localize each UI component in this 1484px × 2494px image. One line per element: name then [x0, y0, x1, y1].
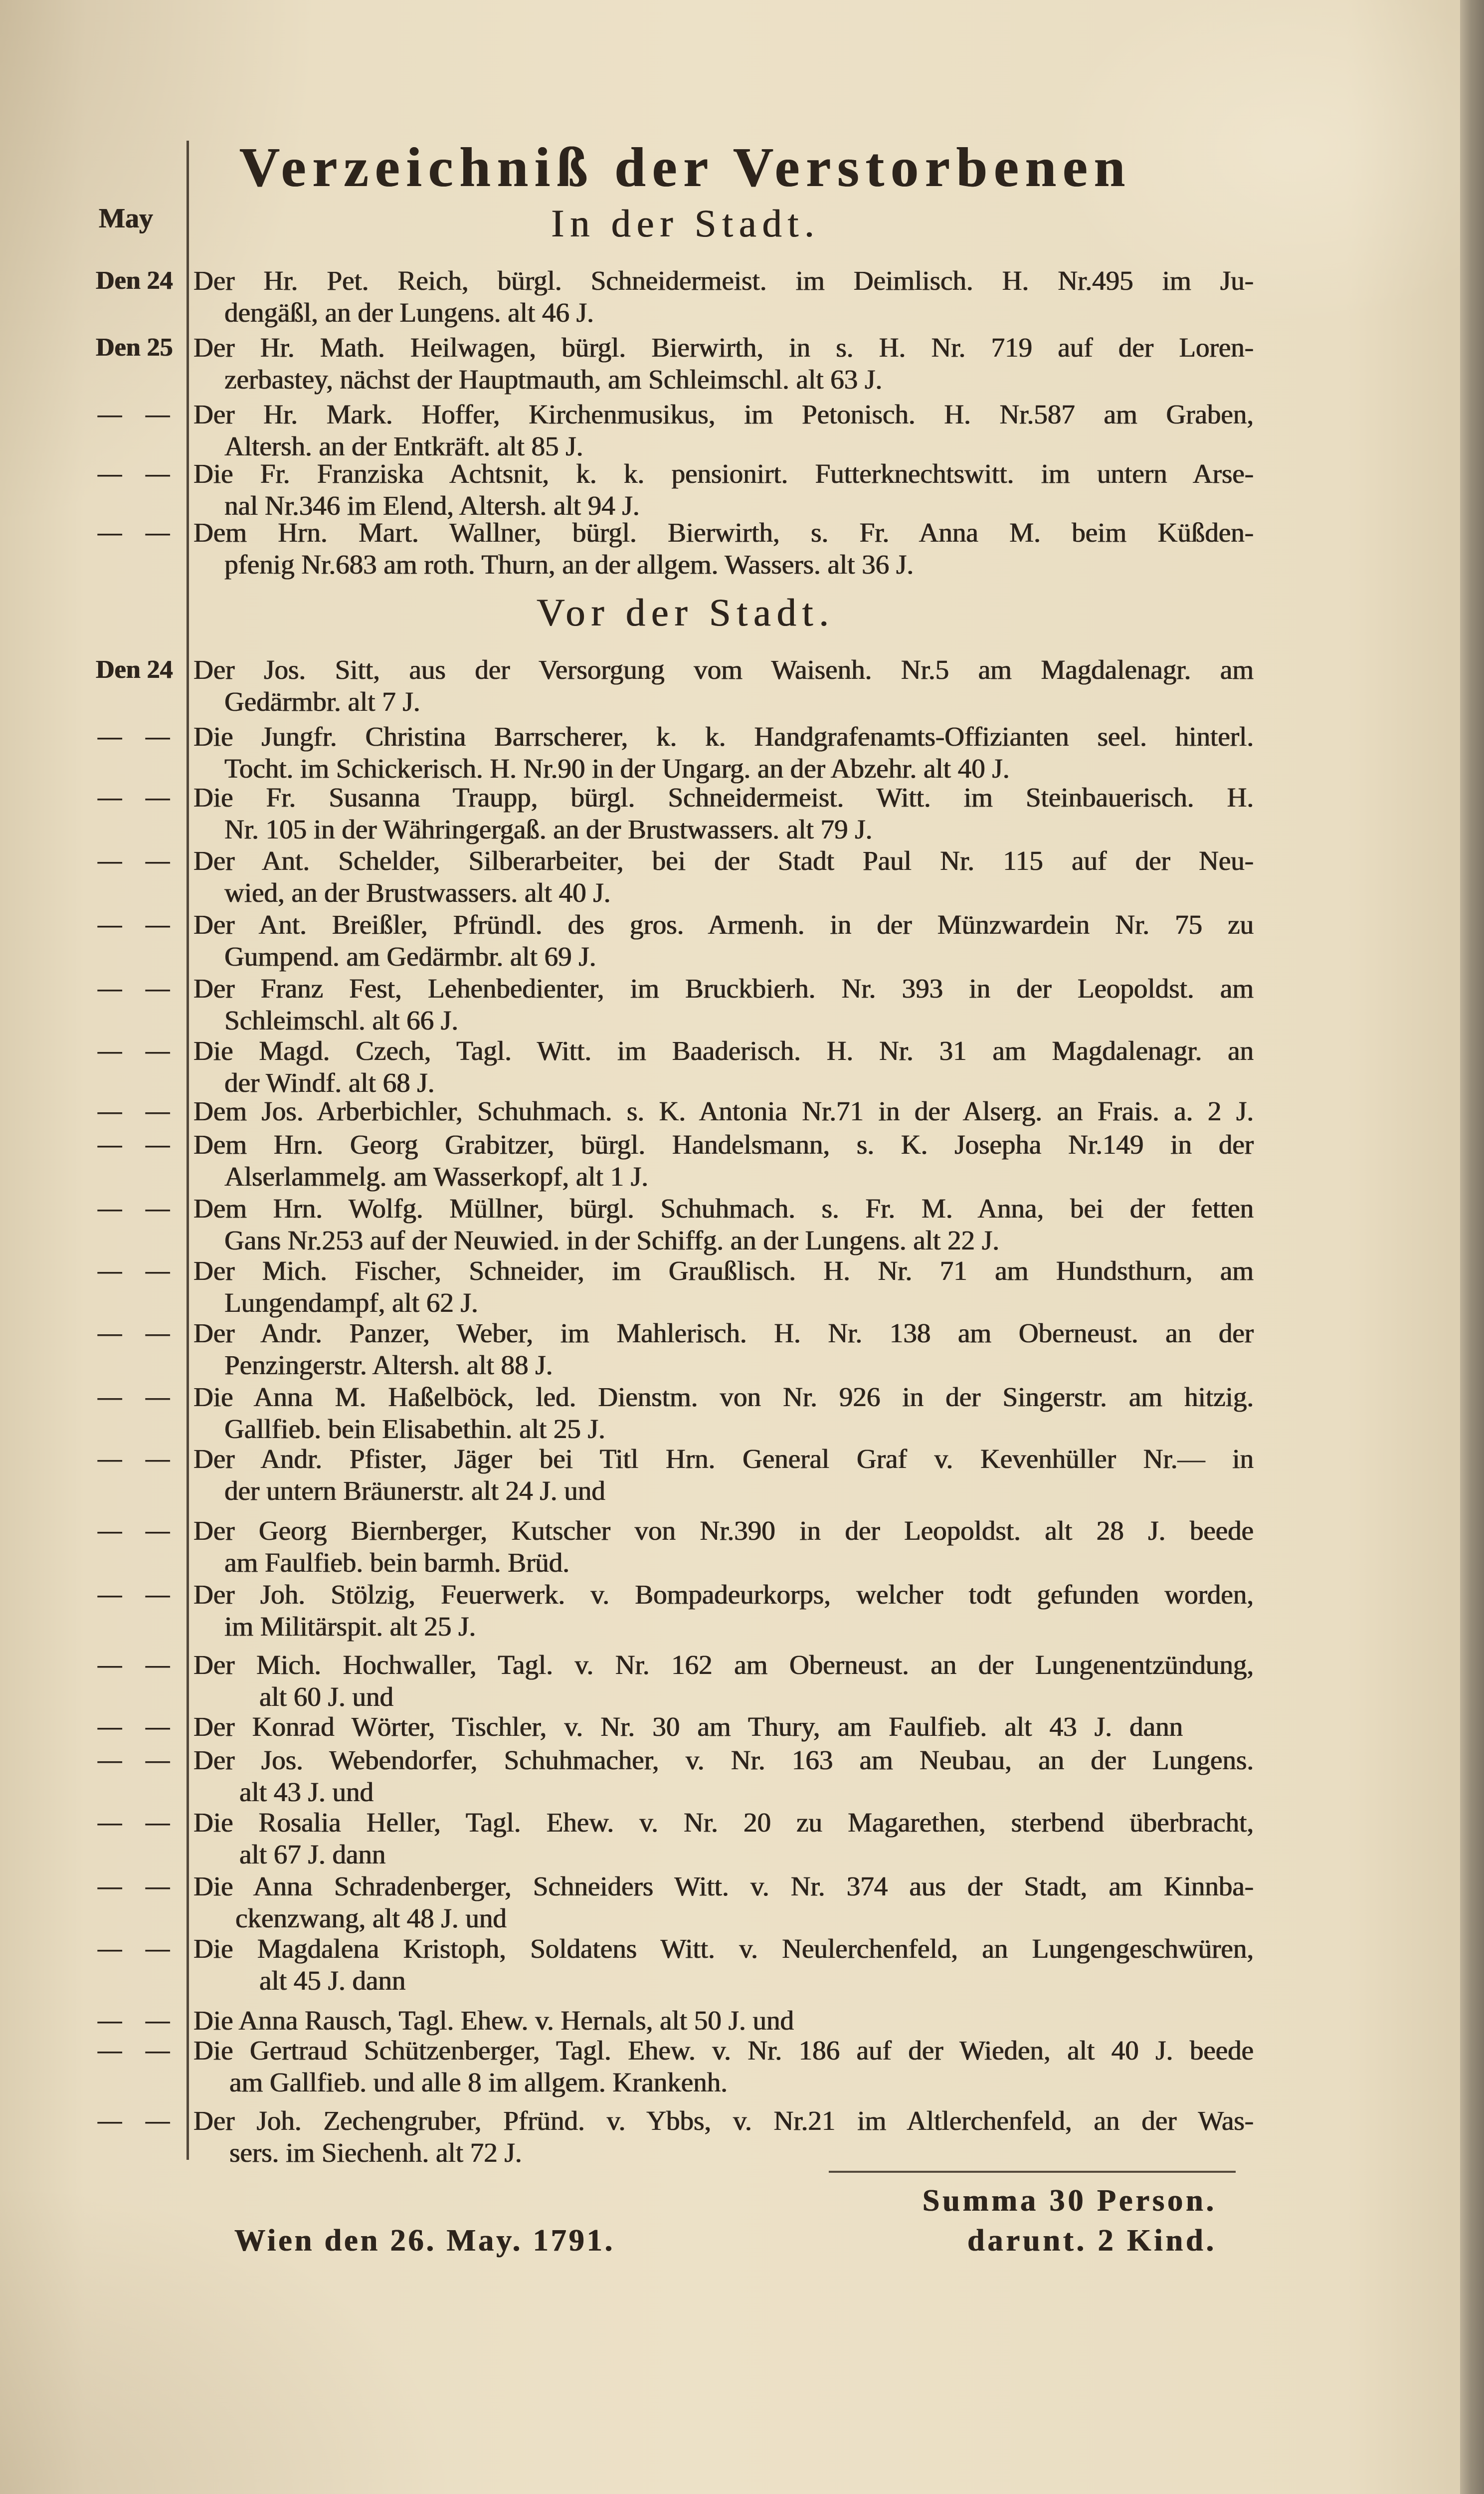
entry-line: Der Joh. Stölzig, Feuerwerk. v. Bompadeurkorps, welcher todt gefunden worden,	[193, 1579, 1254, 1610]
death-entry	[0, 845, 1277, 910]
entry-date-ditto: — —	[98, 1446, 170, 1472]
entry-date-ditto: — —	[98, 2037, 170, 2064]
death-entry	[0, 1515, 1277, 1580]
entry-line: Nr. 105 in der Währingergaß. an der Brustwassers. alt 79 J.	[224, 814, 873, 844]
children-count: darunt. 2 Kind.	[967, 2224, 1217, 2258]
entry-line: der Windf. alt 68 J.	[224, 1067, 435, 1098]
entry-line: alt 60 J. und	[259, 1681, 393, 1712]
death-entry	[0, 1318, 1277, 1383]
entry-line: Die Anna Schradenberger, Schneiders Witt. v. Nr. 374 aus der Stadt, am Kinnba-	[193, 1871, 1254, 1901]
entry-line: Dem Jos. Arberbichler, Schuhmach. s. K. Antonia Nr.71 in der Alserg. an Frais. a. 2 J.	[193, 1096, 1254, 1126]
death-entry	[0, 1579, 1277, 1644]
place-date: Wien den 26. May. 1791.	[234, 2224, 615, 2258]
death-entry	[0, 265, 1277, 330]
death-entry	[0, 517, 1277, 582]
entry-date-ditto: — —	[98, 1131, 170, 1158]
month-label: May	[99, 203, 153, 234]
entry-line: Der Hr. Math. Heilwagen, bürgl. Bierwirth, in s. H. Nr. 719 auf der Loren-	[193, 332, 1254, 363]
entry-line: Der Joh. Zechengruber, Pfründ. v. Ybbs, v. Nr.21 im Altlerchenfeld, an der Was-	[193, 2105, 1254, 2136]
entry-date-ditto: — —	[98, 2007, 170, 2034]
entry-line: Der Konrad Wörter, Tischler, v. Nr. 30 am Thury, am Faulfieb. alt 43 J. dann	[193, 1711, 1183, 1742]
entry-date: Den 25	[96, 333, 173, 362]
entry-line: der untern Bräunerstr. alt 24 J. und	[224, 1475, 605, 1506]
death-entry	[0, 1255, 1277, 1320]
entry-line: Lungendampf, alt 62 J.	[224, 1287, 478, 1318]
entry-date-ditto: — —	[98, 975, 170, 1002]
death-entry	[0, 2105, 1277, 2170]
page-edge	[1460, 0, 1484, 2494]
entry-line: Gans Nr.253 auf der Neuwied. in der Schiffg. an der Lungens. alt 22 J.	[224, 1225, 999, 1255]
death-entry	[0, 1036, 1277, 1100]
entry-line: Schleimschl. alt 66 J.	[224, 1005, 458, 1036]
entry-line: dengäßl, an der Lungens. alt 46 J.	[224, 297, 594, 328]
death-entry	[0, 1193, 1277, 1258]
entry-line: Tocht. im Schickerisch. H. Nr.90 in der Ungarg. an der Abzehr. alt 40 J.	[224, 753, 1010, 784]
entry-line: Die Jungfr. Christina Barrscherer, k. k. Handgrafenamts-Offizianten seel. hinterl.	[193, 721, 1254, 752]
entry-line: Gallfieb. bein Elisabethin. alt 25 J.	[224, 1414, 605, 1444]
death-entry	[0, 721, 1277, 786]
entry-line: am Faulfieb. bein barmh. Brüd.	[224, 1547, 569, 1578]
death-entry	[0, 2035, 1277, 2100]
entry-date-ditto: — —	[98, 1873, 170, 1899]
entry-line: alt 45 J. dann	[259, 1965, 406, 1996]
entry-date-ditto: — —	[98, 1652, 170, 1678]
entry-line: Gumpend. am Gedärmbr. alt 69 J.	[224, 941, 596, 972]
entry-date-ditto: — —	[98, 1320, 170, 1346]
death-entry	[0, 973, 1277, 1038]
entry-line: zerbastey, nächst der Hauptmauth, am Schleimschl. alt 63 J.	[224, 364, 883, 395]
entry-line: Die Fr. Franziska Achtsnit, k. k. pensionirt. Futterknechtswitt. im untern Arse-	[193, 458, 1254, 489]
entry-line: pfenig Nr.683 am roth. Thurn, an der allgem. Wassers. alt 36 J.	[224, 549, 914, 580]
entry-line: am Gallfieb. und alle 8 im allgem. Krankenh.	[229, 2067, 728, 2097]
entry-date-ditto: — —	[98, 1747, 170, 1773]
entry-line: Der Franz Fest, Lehenbedienter, im Bruckbierh. Nr. 393 in der Leopoldst. am	[193, 973, 1254, 1004]
section-heading-city: In der Stadt.	[551, 202, 820, 245]
entry-line: alt 67 J. dann	[239, 1839, 386, 1870]
entry-date-ditto: — —	[98, 1038, 170, 1064]
entry-date-ditto: — —	[98, 1098, 170, 1124]
entry-line: Die Magdalena Kristoph, Soldatens Witt. v. Neulerchenfeld, an Lungengeschwüren,	[193, 1933, 1254, 1964]
death-entry	[0, 1871, 1277, 1936]
entry-date-ditto: — —	[98, 1581, 170, 1608]
death-entry	[0, 458, 1277, 523]
entry-line: im Militärspit. alt 25 J.	[224, 1611, 476, 1642]
entry-line: Dem Hrn. Wolfg. Müllner, bürgl. Schuhmach. s. Fr. M. Anna, bei der fetten	[193, 1193, 1254, 1224]
entry-line: wied, an der Brustwassers. alt 40 J.	[224, 877, 611, 908]
entry-date-ditto: — —	[98, 2107, 170, 2134]
entry-date: Den 24	[96, 655, 173, 684]
death-entry	[0, 399, 1277, 464]
entry-date-ditto: — —	[98, 911, 170, 938]
death-entry	[0, 1444, 1277, 1508]
entry-line: Die Fr. Susanna Traupp, bürgl. Schneidermeist. Witt. im Steinbauerisch. H.	[193, 782, 1254, 813]
summary-rule	[829, 2171, 1236, 2173]
entry-date-ditto: — —	[98, 723, 170, 750]
entry-line: Der Mich. Hochwaller, Tagl. v. Nr. 162 am Oberneust. an der Lungenentzündung,	[193, 1650, 1254, 1680]
death-entry	[0, 1933, 1277, 1998]
death-entry	[0, 1382, 1277, 1447]
entry-line: Der Hr. Mark. Hoffer, Kirchenmusikus, im Petonisch. H. Nr.587 am Graben,	[193, 399, 1254, 429]
entry-line: Die Anna M. Haßelböck, led. Dienstm. von Nr. 926 in der Singerstr. am hitzig.	[193, 1382, 1254, 1412]
entry-line: Der Ant. Schelder, Silberarbeiter, bei der Stadt Paul Nr. 115 auf der Neu-	[193, 845, 1254, 876]
entry-line: alt 43 J. und	[239, 1777, 373, 1807]
total-count: Summa 30 Person.	[922, 2184, 1217, 2218]
entry-line: nal Nr.346 im Elend, Altersh. alt 94 J.	[224, 490, 640, 521]
entry-line: Der Ant. Breißler, Pfründl. des gros. Armenh. in der Münzwardein Nr. 75 zu	[193, 909, 1254, 940]
entry-date-ditto: — —	[98, 784, 170, 811]
entry-date-ditto: — —	[98, 1195, 170, 1222]
entry-line: Dem Hrn. Mart. Wallner, bürgl. Bierwirth, s. Fr. Anna M. beim Küßden-	[193, 517, 1254, 548]
entry-line: ckenzwang, alt 48 J. und	[235, 1903, 507, 1933]
entry-date-ditto: — —	[98, 1809, 170, 1836]
entry-line: Die Rosalia Heller, Tagl. Ehew. v. Nr. 20 zu Magarethen, sterbend überbracht,	[193, 1807, 1254, 1838]
entry-line: Der Andr. Panzer, Weber, im Mahlerisch. H. Nr. 138 am Oberneust. an der	[193, 1318, 1254, 1348]
entry-date-ditto: — —	[98, 1517, 170, 1544]
entry-line: Der Mich. Fischer, Schneider, im Graußlisch. H. Nr. 71 am Hundsthurn, am	[193, 1255, 1254, 1286]
entry-line: Penzingerstr. Altersh. alt 88 J.	[224, 1350, 553, 1380]
entry-date-ditto: — —	[98, 847, 170, 874]
entry-line: sers. im Siechenh. alt 72 J.	[229, 2137, 522, 2168]
entry-line: Der Georg Biernberger, Kutscher von Nr.390 in der Leopoldst. alt 28 J. beede	[193, 1515, 1254, 1546]
entry-line: Die Gertraud Schützenberger, Tagl. Ehew. v. Nr. 186 auf der Wieden, alt 40 J. beede	[193, 2035, 1254, 2066]
page-title: Verzeichniß der Verstorbenen	[239, 137, 1131, 199]
entry-date-ditto: — —	[98, 519, 170, 546]
entry-date-ditto: — —	[98, 1384, 170, 1410]
entry-date-ditto: — —	[98, 1935, 170, 1962]
entry-line: Gedärmbr. alt 7 J.	[224, 686, 420, 717]
death-entry	[0, 1745, 1277, 1810]
entry-line: Die Magd. Czech, Tagl. Witt. im Baaderisch. H. Nr. 31 am Magdalenagr. an	[193, 1036, 1254, 1066]
entry-line: Der Jos. Webendorfer, Schuhmacher, v. Nr. 163 am Neubau, an der Lungens.	[193, 1745, 1254, 1775]
entry-date-ditto: — —	[98, 401, 170, 427]
death-entry	[0, 1129, 1277, 1194]
entry-line: Der Hr. Pet. Reich, bürgl. Schneidermeist. im Deimlisch. H. Nr.495 im Ju-	[193, 265, 1254, 296]
entry-line: Die Anna Rausch, Tagl. Ehew. v. Hernals, alt 50 J. und	[193, 2005, 794, 2036]
death-entry	[0, 1650, 1277, 1714]
entry-line: Alserlammelg. am Wasserkopf, alt 1 J.	[224, 1161, 648, 1192]
entry-line: Dem Hrn. Georg Grabitzer, bürgl. Handelsmann, s. K. Josepha Nr.149 in der	[193, 1129, 1254, 1160]
entry-date: Den 24	[96, 266, 173, 295]
death-entry	[0, 654, 1277, 719]
death-entry	[0, 782, 1277, 847]
entry-date-ditto: — —	[98, 460, 170, 487]
entry-line: Der Jos. Sitt, aus der Versorgung vom Waisenh. Nr.5 am Magdalenagr. am	[193, 654, 1254, 685]
entry-date-ditto: — —	[98, 1713, 170, 1740]
death-entry	[0, 332, 1277, 397]
section-heading-suburbs: Vor der Stadt.	[537, 591, 835, 634]
entry-date-ditto: — —	[98, 1257, 170, 1284]
death-entry	[0, 909, 1277, 974]
entry-line: Der Andr. Pfister, Jäger bei Titl Hrn. General Graf v. Kevenhüller Nr.— in	[193, 1444, 1254, 1474]
entry-line: Altersh. an der Entkräft. alt 85 J.	[224, 431, 583, 461]
death-entry	[0, 1807, 1277, 1872]
